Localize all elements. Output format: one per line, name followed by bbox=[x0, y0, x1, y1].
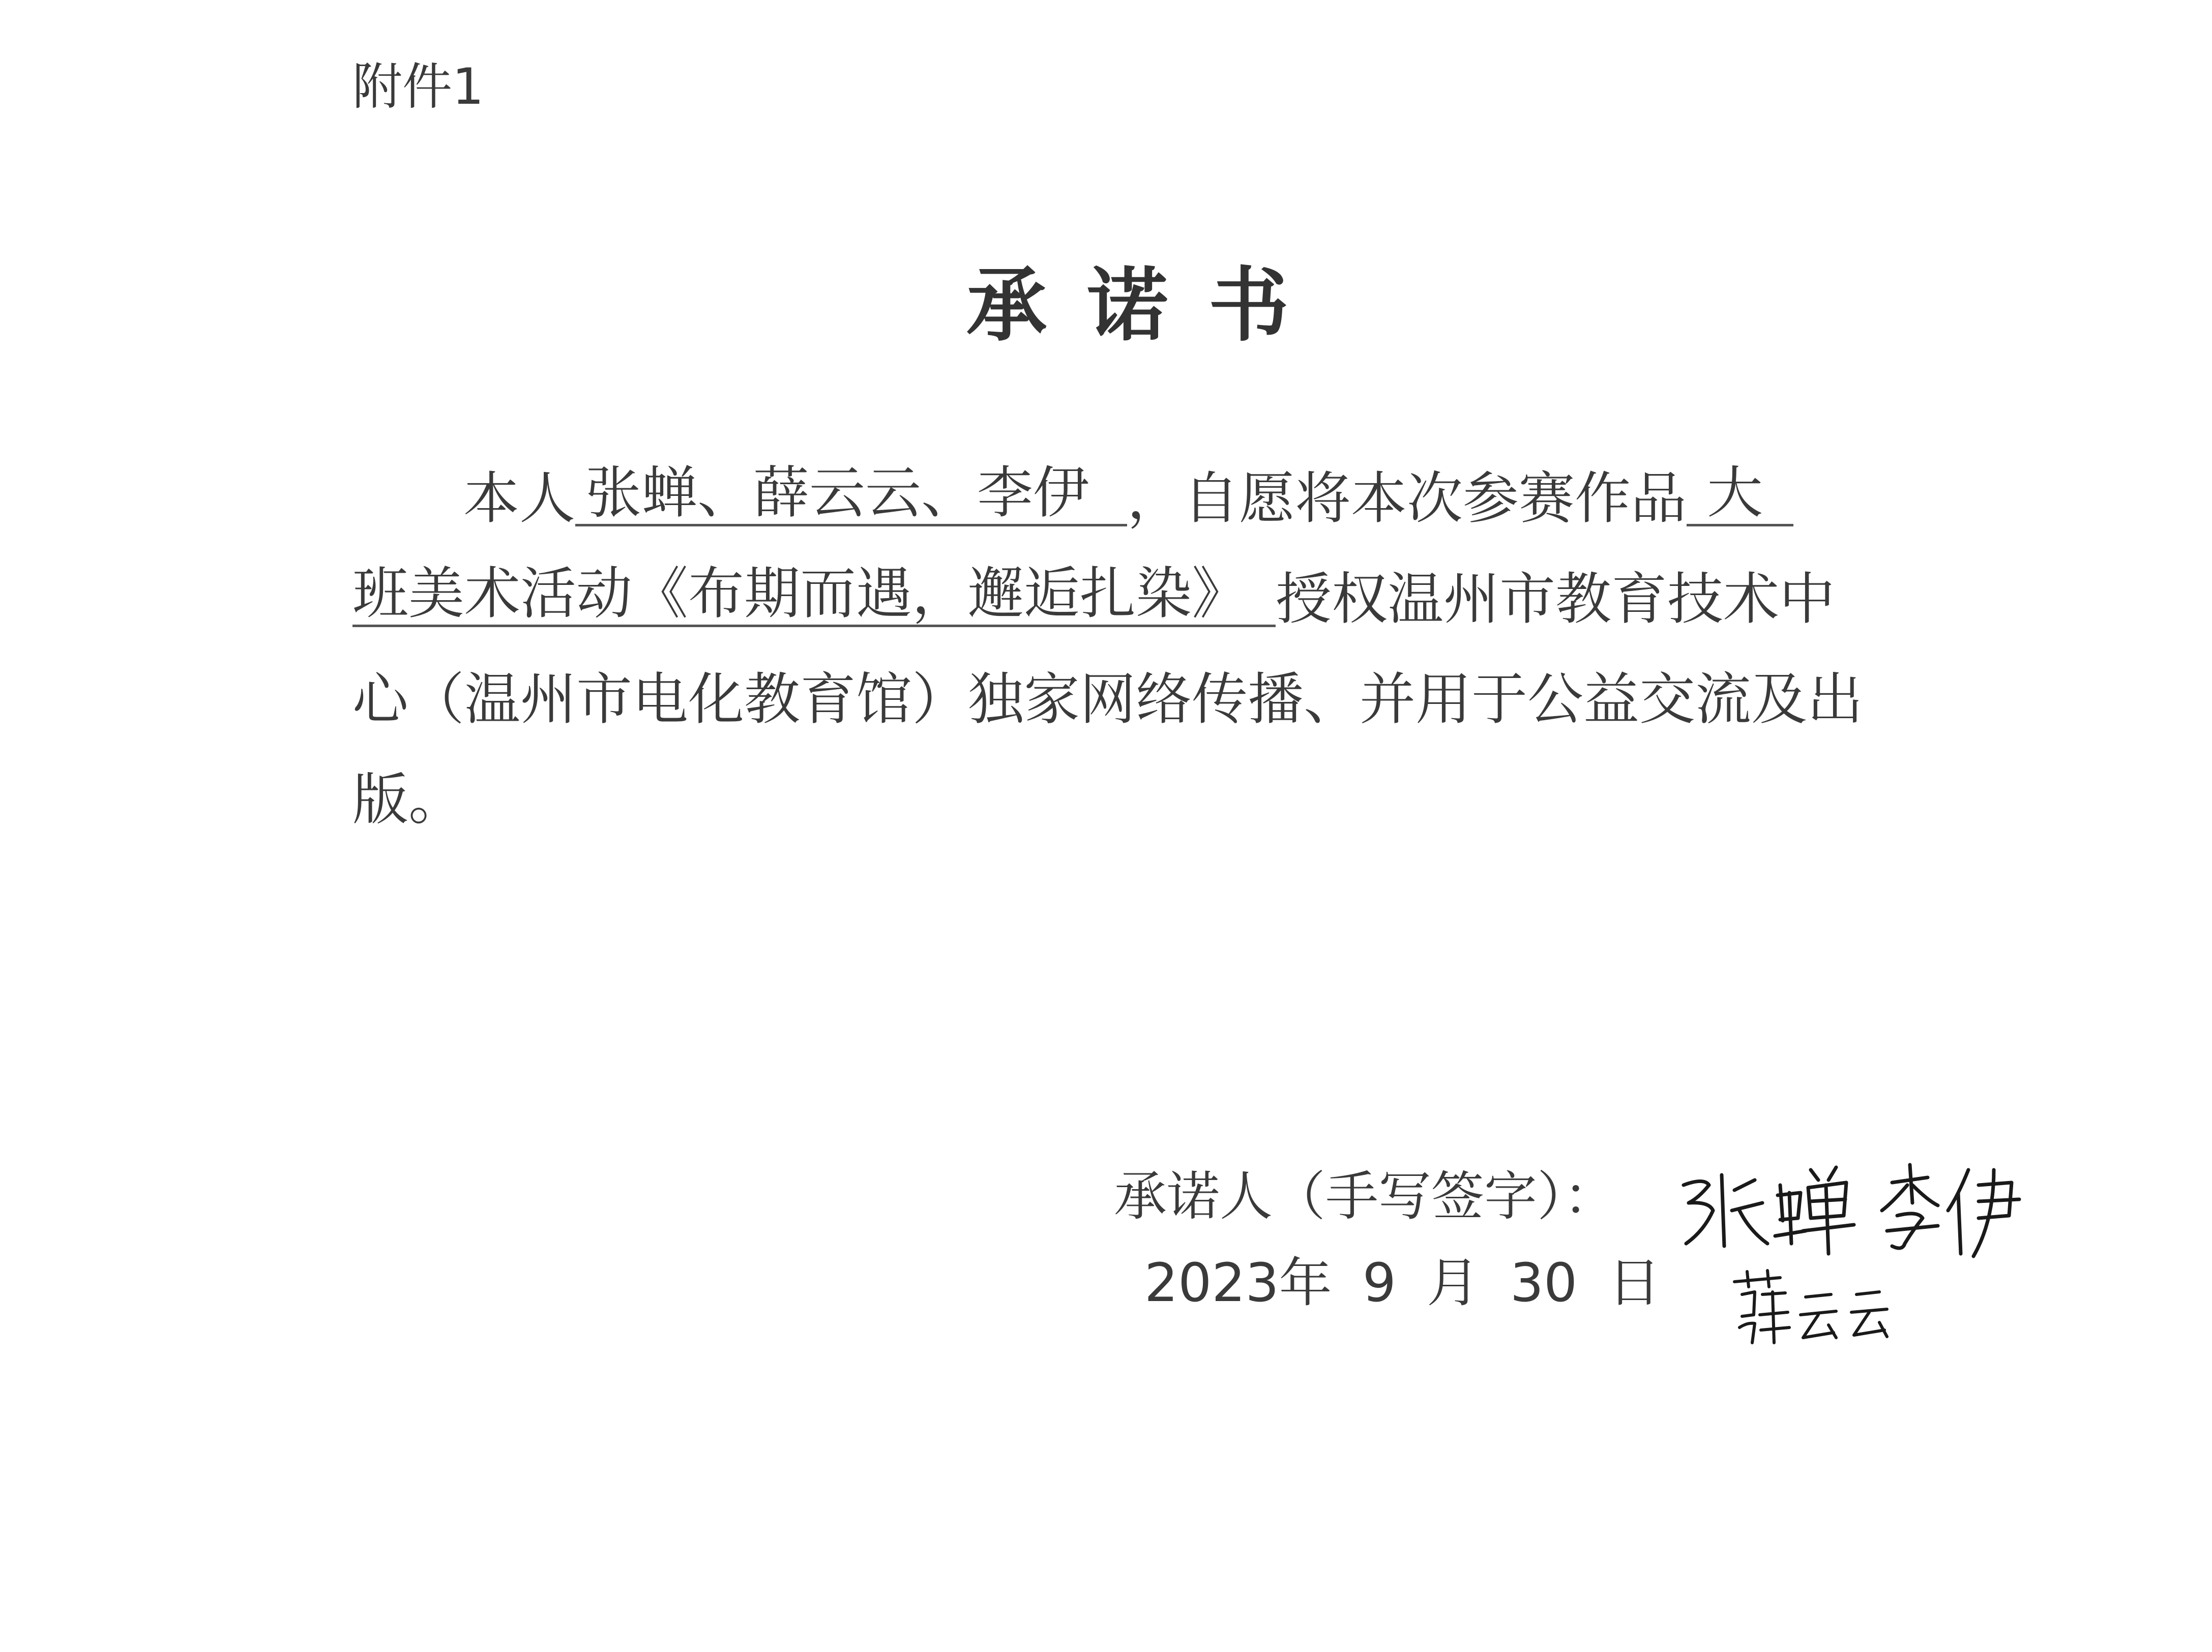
paragraph-line-3: 心（温州市电化教育馆）独家网络传播、并用于公益交流及出 bbox=[352, 667, 1863, 732]
date-year: 2023 bbox=[1144, 1252, 1279, 1314]
handwritten-signature-second-line bbox=[1724, 1266, 1907, 1348]
work-title-field-part2 bbox=[352, 561, 1276, 627]
document-title: 承诺书 bbox=[966, 259, 1330, 352]
paragraph-line-2 bbox=[352, 561, 1835, 632]
handwritten-signature-first-line bbox=[1673, 1155, 2029, 1266]
date-month-unit: 月 bbox=[1426, 1252, 1480, 1314]
paragraph-lead: 本人 bbox=[463, 466, 575, 531]
date-year-unit: 年 bbox=[1279, 1252, 1332, 1314]
paragraph-text-after-work: 授权温州市教育技术中 bbox=[1276, 567, 1835, 632]
paragraph-line-4: 版。 bbox=[352, 767, 464, 832]
paragraph-text-after-names: ，自愿将本次参赛作品 bbox=[1127, 466, 1687, 531]
work-title: 班美术活动《布期而遇，邂逅扎染》 bbox=[352, 561, 1248, 626]
work-title-field-part1: 大 bbox=[1687, 465, 1793, 526]
promisor-names: 张蝉、薛云云、李伊 bbox=[585, 460, 1089, 525]
attachment-label: 附件1 bbox=[352, 58, 484, 116]
paragraph-line-1 bbox=[352, 460, 1793, 531]
signing-date bbox=[1144, 1252, 1661, 1314]
date-day-unit: 日 bbox=[1608, 1252, 1661, 1314]
promisor-names-field bbox=[575, 460, 1127, 526]
signature-label: 承诺人（手写签字）： bbox=[1114, 1165, 1617, 1227]
date-month: 9 bbox=[1362, 1252, 1396, 1314]
date-day: 30 bbox=[1510, 1252, 1578, 1314]
